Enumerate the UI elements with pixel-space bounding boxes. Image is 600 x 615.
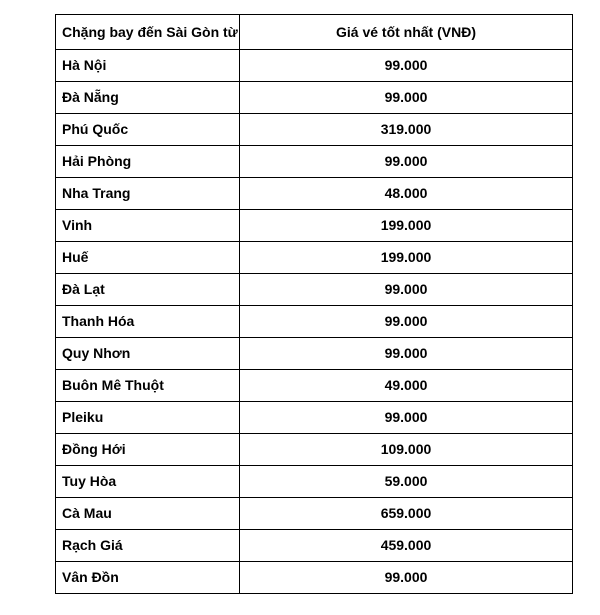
table-row <box>56 466 573 498</box>
price-cell: 319.000 <box>240 114 573 146</box>
table-row <box>56 82 573 114</box>
price-cell: 99.000 <box>240 146 573 178</box>
price-cell: 49.000 <box>240 370 573 402</box>
price-cell: 109.000 <box>240 434 573 466</box>
price-cell: 48.000 <box>240 178 573 210</box>
route-cell: Huế <box>56 242 240 274</box>
price-cell: 659.000 <box>240 498 573 530</box>
header-row <box>56 15 573 50</box>
table-row <box>56 274 573 306</box>
table-row <box>56 146 573 178</box>
price-cell: 99.000 <box>240 82 573 114</box>
route-cell: Vân Đồn <box>56 562 240 594</box>
route-cell: Đà Lạt <box>56 274 240 306</box>
fare-table <box>55 14 573 594</box>
price-cell: 99.000 <box>240 402 573 434</box>
price-column-header: Giá vé tốt nhất (VNĐ) <box>240 15 573 50</box>
table-row <box>56 530 573 562</box>
price-cell: 99.000 <box>240 50 573 82</box>
route-cell: Pleiku <box>56 402 240 434</box>
price-cell: 199.000 <box>240 242 573 274</box>
table-row <box>56 562 573 594</box>
table-header <box>56 15 573 50</box>
price-cell: 99.000 <box>240 274 573 306</box>
table-row <box>56 242 573 274</box>
route-cell: Buôn Mê Thuột <box>56 370 240 402</box>
table-row <box>56 434 573 466</box>
table-row <box>56 50 573 82</box>
route-cell: Hải Phòng <box>56 146 240 178</box>
route-cell: Thanh Hóa <box>56 306 240 338</box>
route-column-header: Chặng bay đến Sài Gòn từ <box>56 15 240 50</box>
price-cell: 199.000 <box>240 210 573 242</box>
route-cell: Quy Nhơn <box>56 338 240 370</box>
route-cell: Đà Nẵng <box>56 82 240 114</box>
price-cell: 99.000 <box>240 306 573 338</box>
table-row <box>56 114 573 146</box>
price-cell: 459.000 <box>240 530 573 562</box>
table-row <box>56 498 573 530</box>
route-cell: Vinh <box>56 210 240 242</box>
route-cell: Phú Quốc <box>56 114 240 146</box>
price-cell: 99.000 <box>240 338 573 370</box>
table-row <box>56 210 573 242</box>
route-cell: Tuy Hòa <box>56 466 240 498</box>
price-cell: 99.000 <box>240 562 573 594</box>
table-body <box>56 50 573 594</box>
table-row <box>56 370 573 402</box>
price-cell: 59.000 <box>240 466 573 498</box>
table-row <box>56 338 573 370</box>
route-cell: Cà Mau <box>56 498 240 530</box>
route-cell: Rạch Giá <box>56 530 240 562</box>
route-cell: Đồng Hới <box>56 434 240 466</box>
route-cell: Nha Trang <box>56 178 240 210</box>
table-row <box>56 306 573 338</box>
table-row <box>56 402 573 434</box>
route-cell: Hà Nội <box>56 50 240 82</box>
table-row <box>56 178 573 210</box>
